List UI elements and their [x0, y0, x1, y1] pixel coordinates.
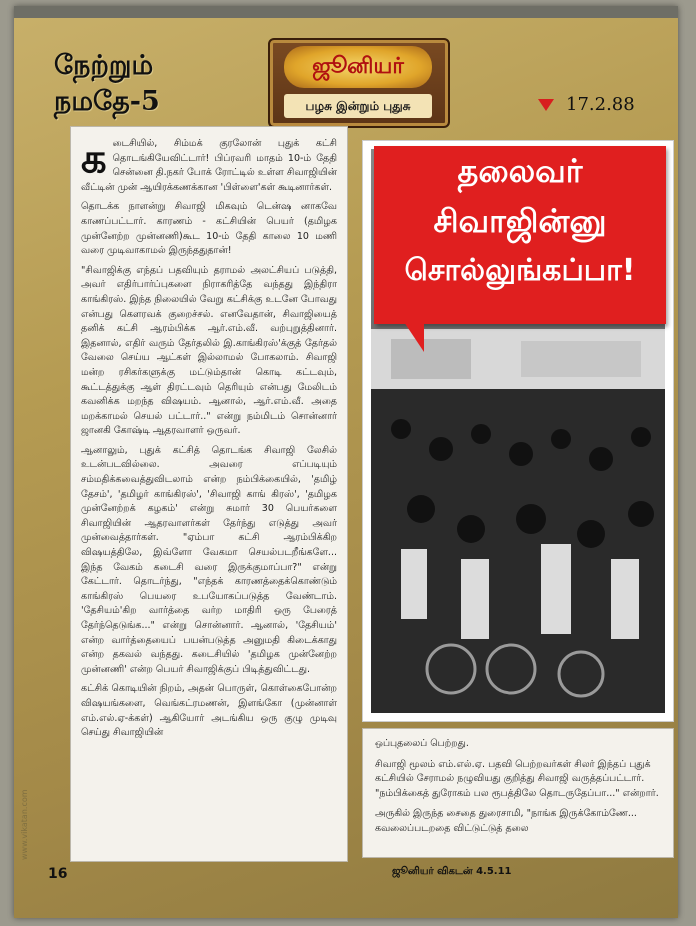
page-top-edge — [14, 6, 678, 18]
article-date: 17.2.88 — [566, 94, 635, 115]
article-body — [81, 137, 337, 746]
article-paragraph: "சிவாஜிக்கு எந்தப் பதவியும் தராமல் அலட்சியப் படுத்தி, அவர் எதிர்பார்ப்புகளை நிராகரித்தே வந்தது இந்திரா காங்கிரஸ். இந்த நிலையில் வேறு கட்சிக்கு உடனே போவது என்பது கௌரவக் குறைச்சல். எனவேதான், சிவாஜியைத் தனிக் கட்சி ஆரம்பிக்க ஆர்.எம்.வீ. வற்புறுத்தினார். இதனால், எதிர் வரும் தேர்தலில் இ.காங்கிரஸ்'க்குத் தேர்தல் வேலை செய்ய ஆட்கள் இல்லாமல் போகலாம். சிவாஜி மன்ற ரசிகர்களுக்கு மட்டும்தான் கொடி கட்டவும், கூட்டத்துக்கு ஆள் திரட்டவும் தெரியும் என்பது மேலிடம் கவனிக்க மறந்த விஷயம். ஆனால், ஆர்.எம்.வீ. அதை மறக்காமல் செயல் பட்டார்.." என்று நம்மிடம் சொன்னார் ஜானகி கோஷ்டி ஆதரவாளர் ஒருவர். — [81, 264, 337, 437]
headline-line-3: சொல்லுங்கப்பா! — [404, 253, 636, 288]
series-title-line-2: நமதே-5 — [54, 86, 160, 117]
badge-logo: ஜூனியர் — [284, 46, 432, 88]
continuation-paragraph: சிவாஜி மூலம் எம்.எல்.ஏ. பதவி பெற்றவர்கள் சிலர் இந்தப் புதுக் கட்சியில் சேராமல் நழுவியது குறித்து சிவாஜி வருத்தப்பட்டார். "நம்பிக்கைத் துரோகம் பல ரூபத்திலே தொடருதேப்பா..." என்றார். — [375, 758, 659, 799]
continuation-text-box — [362, 728, 674, 858]
page-number: 16 — [48, 866, 68, 882]
headline-line-2: சிவாஜின்னு — [433, 202, 607, 240]
continuation-body — [375, 737, 659, 843]
article-text-column — [70, 126, 348, 862]
page-footer: ஜூனியர் விகடன் 4.5.11 — [392, 866, 512, 877]
article-paragraph: கடைசியில், சிம்மக் குரலோன் புதுக் கட்சி தொடங்கியேவிட்டார்! பிப்ரவரி மாதம் 10-ம் தேதி சென்னை தி.நகர் போக் ரோட்டில் உள்ள சிவாஜியின் வீட்டின் முன் ஆயிரக்கணக்கான 'பிள்ளை'கள் கூடினார்கள். — [81, 135, 337, 193]
headline-callout-tail — [404, 322, 424, 352]
drop-cap: க — [81, 135, 107, 182]
series-title-line-1: நேற்றும் — [54, 50, 154, 81]
date-marker-triangle-icon — [538, 99, 554, 111]
website-watermark: www.vikatan.com — [20, 789, 29, 860]
article-paragraph: தொடக்க நாளன்று சிவாஜி மிகவும் டென்ஷ னாகவே காணப்பட்டார். காரணம் - கட்சியின் பெயர் (தமிழக முன்னேற்ற முன்னணி)கூட 10-ம் தேதி காலை 10 மணி வரை முடிவாகாமல் இருந்ததுதான்! — [81, 201, 337, 257]
article-paragraph: ஆனாலும், புதுக் கட்சித் தொடங்க சிவாஜி லேசில் உடன்படவில்லை. அவரை எப்படியும் சம்மதிக்கவைத்துவிடலாம் என்ற நம்பிக்கையில், 'தமிழ் தேசம்', 'தமிழர் காங்கிரஸ்', 'சிவாஜி காங் கிரஸ்', 'தமிழக முன்னேற்றக் கழகம்' என்று சுமார் 30 பெயர்களை சிவாஜியின் ஆதரவாளர்கள் தேர்ந்து எடுத்து அவர் முன்வைத்தார்கள். "ஏம்பா கட்சி ஆரம்பிக்கிற விஷயத்திலே, இவ்ளோ வேகமா செயல்படறீங்களே... இந்த வேகம் கடைசி வரை இருக்குமாப்பா?" என்று கேட்டார். தொடர்ந்து, "எந்தக் காரணத்தைக்கொண்டும் காங்கிரஸ் பெயரை உபயோகப்படுத்த வேண்டாம். 'தேசியம்'கிற வார்த்தை வர்ற மாதிரி ஒரு பேரைத் தேர்ந்தெடுங்க..." என்று சொன்னார். ஆனால், 'தேசியம்' என்ற வார்த்தையைப் பயன்படுத்த அனுமதி கிடைக்காது என்ற தகவல் வந்தது. கடைசியில் 'தமிழக முன்னேற்ற முன்னணி' என்ற பெயர் சிவாஜிக்குப் பிடித்துவிட்டது. — [81, 444, 337, 675]
continuation-paragraph: ஒப்புதலைப் பெற்றது. — [375, 738, 469, 749]
badge-tagline: பழசு இன்றும் புதுசு — [284, 94, 432, 118]
series-title — [54, 48, 160, 120]
continuation-paragraph: அருகில் இருந்த சைதை துரைசாமி, "நாங்க இருக்கோம்ணே... கவலைப்படறதை விட்டுட்டுத் தலை — [375, 808, 637, 834]
headline-line-1: தலைவர் — [457, 152, 583, 190]
junior-vikatan-badge — [268, 38, 450, 128]
headline-callout — [374, 146, 666, 324]
article-paragraph: கட்சிக் கொடியின் நிறம், அதன் பொருள், கொள்கைபோன்ற விஷயங்களை, வெங்கட்ரமணன், இளங்கோ (முன்னாள் எம்.எல்.ஏ-க்கள்) ஆகியோர் அடங்கிய ஒரு குழு முடிவு செய்து சிவாஜியின் — [81, 683, 337, 739]
